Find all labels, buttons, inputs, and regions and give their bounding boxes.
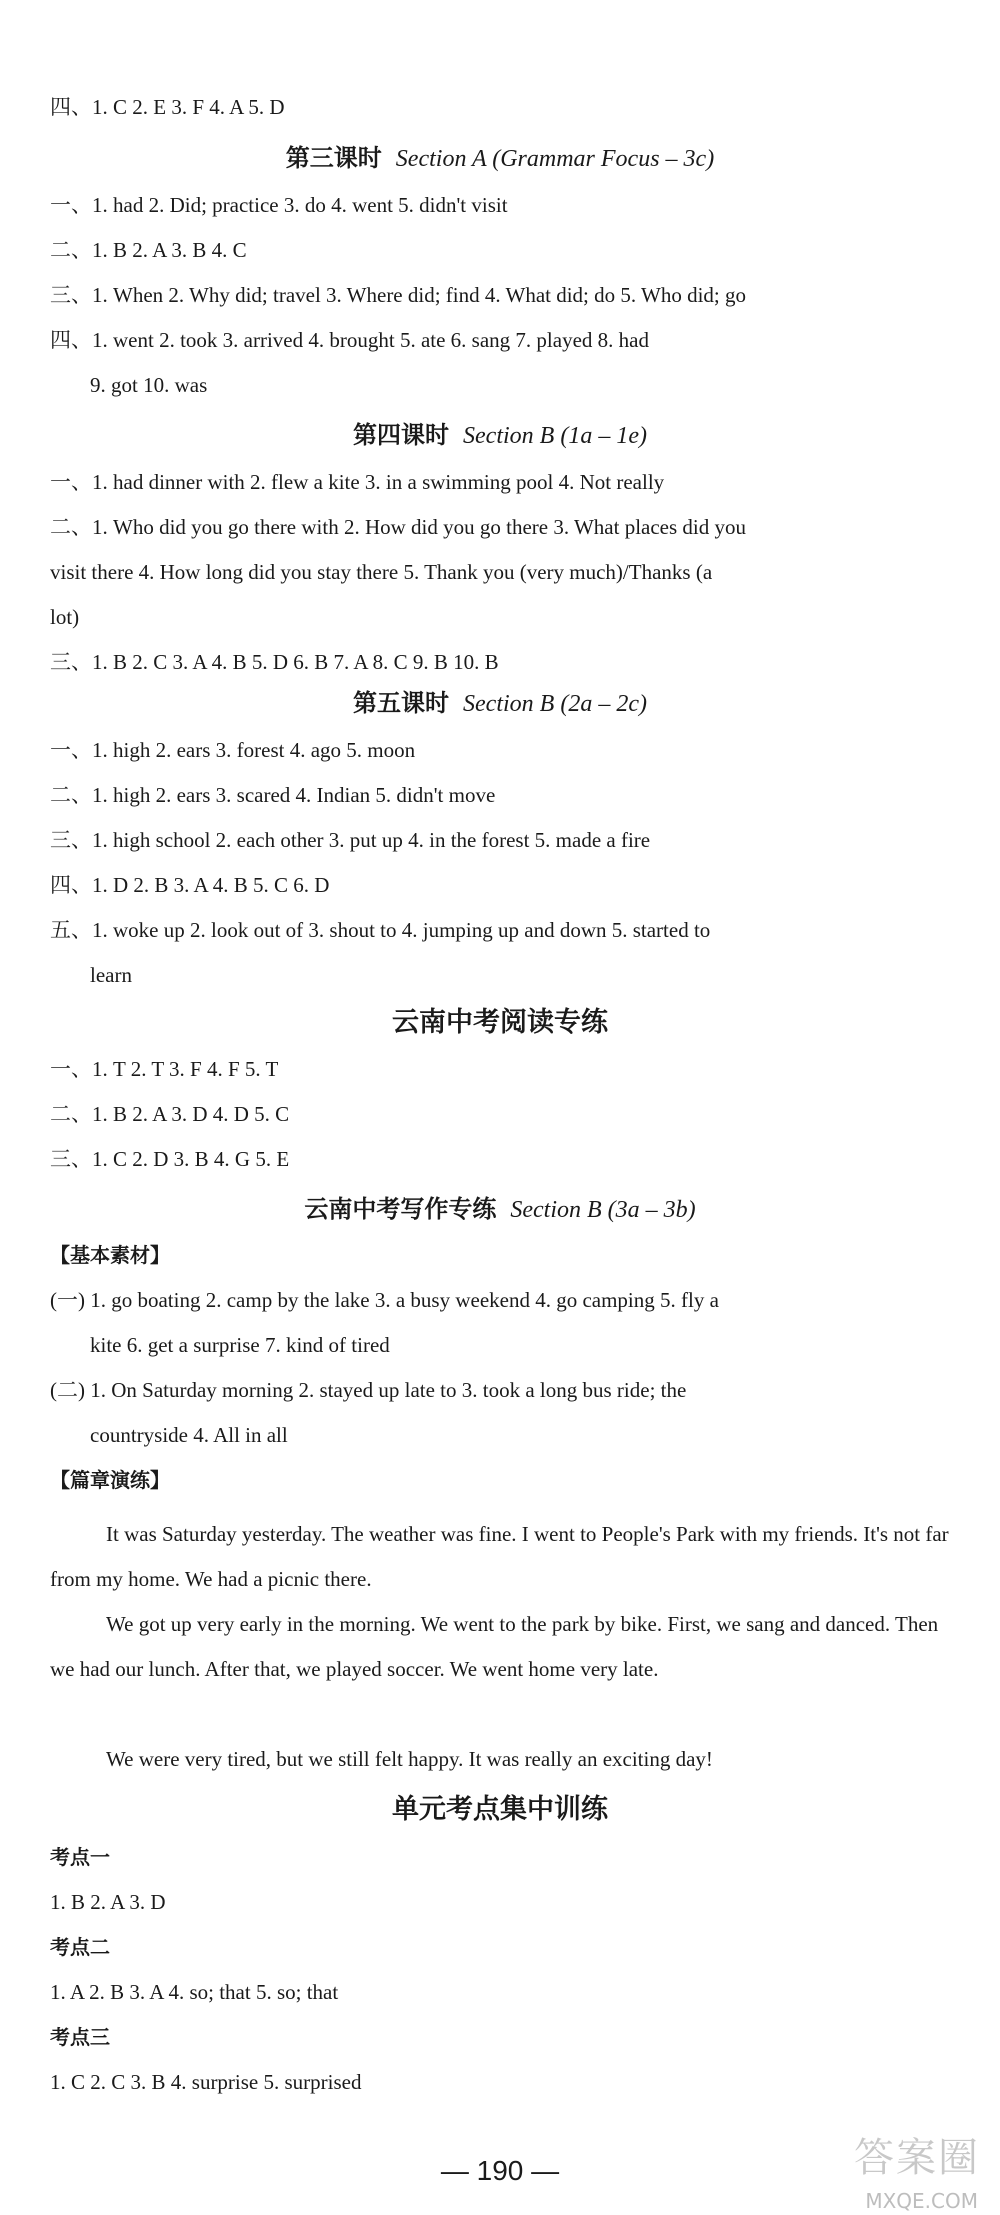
- heading-en: Section B (1a – 1e): [463, 423, 647, 449]
- answer-line: 二、1. Who did you go there with 2. How did you go there 3. What places did you: [50, 515, 746, 539]
- kaodian-label-row: [50, 1932, 950, 1962]
- answer-line: (二) 1. On Saturday morning 2. stayed up late to 3. took a long bus ride; the: [50, 1378, 687, 1402]
- section-heading: [0, 1192, 1000, 1227]
- answer-line: 一、1. high 2. ears 3. forest 4. ago 5. moon: [50, 738, 416, 762]
- essay-paragraph: It was Saturday yesterday. The weather was fine. I went to People's Park with my friends. It's not far from my home. We had a picnic there.: [50, 1522, 949, 1591]
- answer-line: learn: [90, 963, 132, 987]
- page-number: — 190 —: [440, 2155, 560, 2186]
- material-label: 【基本素材】: [50, 1243, 170, 1267]
- kaodian-label: 考点三: [50, 2025, 110, 2049]
- watermark-logo: 答案圈: [854, 2135, 980, 2181]
- heading-cn: 云南中考阅读专练: [392, 1007, 608, 1038]
- section-heading: [0, 686, 1000, 721]
- essay-paragraph: We were very tired, but we still felt happy. It was really an exciting day!: [106, 1747, 713, 1771]
- kaodian-label-row: [50, 1842, 950, 1872]
- answer-line: countryside 4. All in all: [90, 1423, 288, 1447]
- essay-paragraph: We got up very early in the morning. We went to the park by bike. First, we sang and danced. Then we had our lunch. After that, we played soccer. We went home very late.: [50, 1612, 939, 1681]
- answer-line: 三、1. When 2. Why did; travel 3. Where did; find 4. What did; do 5. Who did; go: [50, 283, 747, 307]
- heading-cn: 单元考点集中训练: [392, 1794, 608, 1825]
- section-heading: [0, 1792, 1000, 1827]
- practice-label-row: [50, 1465, 950, 1495]
- section-heading: [0, 141, 1000, 176]
- answer-line: 四、1. went 2. took 3. arrived 4. brought 5. ate 6. sang 7. played 8. had: [50, 328, 649, 352]
- heading-en: Section B (2a – 2c): [463, 691, 647, 717]
- answer-line: visit there 4. How long did you stay there 5. Thank you (very much)/Thanks (a: [50, 560, 713, 584]
- answer-line: 三、1. B 2. C 3. A 4. B 5. D 6. B 7. A 8. C 9. B 10. B: [50, 650, 499, 674]
- section-heading: [0, 1005, 1000, 1040]
- material-label-row: [50, 1240, 950, 1270]
- kaodian-label-row: [50, 2022, 950, 2052]
- practice-label: 【篇章演练】: [50, 1468, 170, 1492]
- kaodian-label: 考点一: [50, 1845, 110, 1869]
- watermark-url: MXQE.COM: [865, 2189, 978, 2213]
- answer-line: 一、1. had dinner with 2. flew a kite 3. in a swimming pool 4. Not really: [50, 470, 665, 494]
- answer-line: 四、1. D 2. B 3. A 4. B 5. C 6. D: [50, 873, 330, 897]
- heading-en: Section B (3a – 3b): [510, 1197, 696, 1223]
- heading-cn: 云南中考写作专练: [304, 1195, 497, 1223]
- heading-cn: 第三课时: [285, 144, 382, 172]
- answer-line: lot): [50, 605, 80, 629]
- heading-cn: 第五课时: [353, 689, 450, 717]
- kaodian-label: 考点二: [50, 1935, 110, 1959]
- heading-en: Section A (Grammar Focus – 3c): [395, 146, 715, 172]
- answer-line: (一) 1. go boating 2. camp by the lake 3. a busy weekend 4. go camping 5. fly a: [50, 1288, 719, 1312]
- answer-line: 一、1. had 2. Did; practice 3. do 4. went 5. didn't visit: [50, 193, 508, 217]
- answer-line: 二、1. B 2. A 3. D 4. D 5. C: [50, 1102, 290, 1126]
- answer-line: 1. B 2. A 3. D: [50, 1890, 166, 1914]
- answer-line: 1. A 2. B 3. A 4. so; that 5. so; that: [50, 1980, 339, 2004]
- answer-line: 一、1. T 2. T 3. F 4. F 5. T: [50, 1057, 279, 1081]
- answer-line: 二、1. high 2. ears 3. scared 4. Indian 5. didn't move: [50, 783, 496, 807]
- answer-line: 三、1. C 2. D 3. B 4. G 5. E: [50, 1147, 290, 1171]
- answer-line: 二、1. B 2. A 3. B 4. C: [50, 238, 247, 262]
- section-heading: [0, 418, 1000, 453]
- answer-line: 9. got 10. was: [90, 373, 208, 397]
- answer-line: 1. C 2. C 3. B 4. surprise 5. surprised: [50, 2070, 362, 2094]
- answer-line: 五、1. woke up 2. look out of 3. shout to 4. jumping up and down 5. started to: [50, 918, 711, 942]
- answer-line: 三、1. high school 2. each other 3. put up 4. in the forest 5. made a fire: [50, 828, 651, 852]
- answer-line: 四、1. C 2. E 3. F 4. A 5. D: [50, 95, 285, 119]
- heading-cn: 第四课时: [353, 421, 450, 449]
- answer-line: kite 6. get a surprise 7. kind of tired: [90, 1333, 390, 1357]
